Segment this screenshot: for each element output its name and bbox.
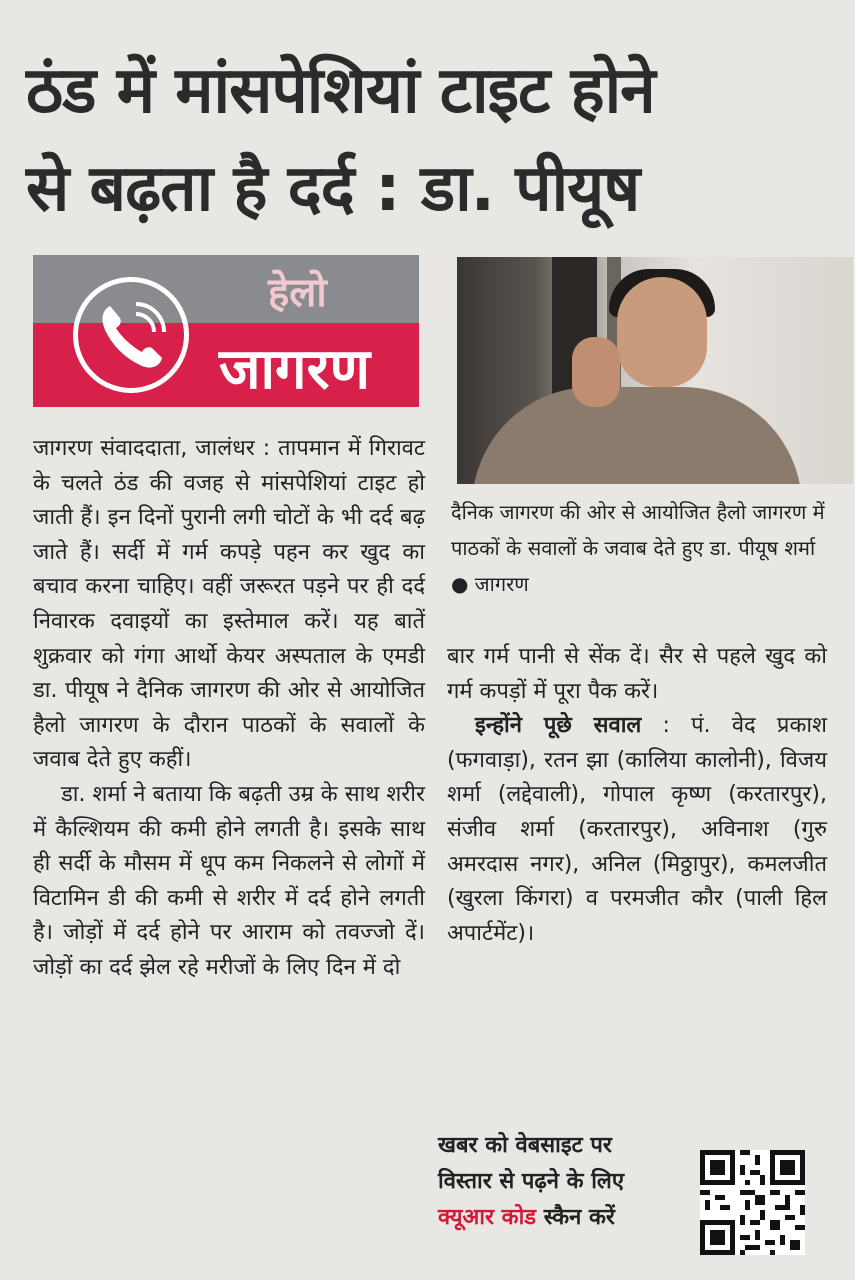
qr-code-icon[interactable] bbox=[700, 1150, 805, 1255]
logo-jagran-text: जागरण bbox=[219, 337, 370, 402]
hello-jagran-logo bbox=[33, 255, 419, 407]
qr-promo-highlight: क्यूआर कोड bbox=[438, 1205, 537, 1230]
questions-paragraph bbox=[447, 709, 827, 951]
article-column-right bbox=[447, 640, 827, 951]
headline-line-2: से बढ़ता है दर्द : डा. पीयूष bbox=[26, 152, 640, 226]
qr-promo-line-3 bbox=[438, 1200, 688, 1236]
article-column-left bbox=[33, 432, 425, 986]
photo-person-body bbox=[472, 387, 802, 484]
headline-line-1: ठंड में मांसपेशियां टाइट होने bbox=[26, 54, 655, 128]
doctor-photo bbox=[457, 257, 853, 484]
qr-promo-line-2: विस्तार से पढ़ने के लिए bbox=[438, 1169, 625, 1194]
photo-person-face bbox=[617, 277, 707, 387]
headline bbox=[26, 42, 836, 238]
qr-promo-text bbox=[438, 1128, 688, 1236]
article-paragraph-2: डा. शर्मा ने बताया कि बढ़ती उम्र के साथ शरीर में कैल्शियम की कमी होने लगती है। इसके साथ ही सर्दी के मौसम में धूप कम निकलने से लोगों में विटामिन डी की कमी से शरीर में दर्द होने लगती है। जोड़ों में दर्द होने पर आराम को तवज्जो दें। जोड़ों का दर्द झेल रहे मरीजों के लिए दिन में दो bbox=[33, 781, 425, 980]
questions-label: इन्होंने पूछे सवाल bbox=[475, 713, 642, 739]
article-paragraph-3: बार गर्म पानी से सेंक दें। सैर से पहले खुद को गर्म कपड़ों में पूरा पैक करें। bbox=[447, 644, 827, 704]
qr-promo-line-1: खबर को वेबसाइट पर bbox=[438, 1133, 612, 1158]
phone-icon bbox=[73, 277, 189, 393]
photo-caption: दैनिक जागरण की ओर से आयोजित हैलो जागरण में पाठकों के सवालों के जवाब देते हुए डा. पीयूष शर्मा ● जागरण bbox=[451, 500, 825, 596]
photo-person-hand-phone bbox=[572, 337, 620, 407]
logo-hello-text: हेलो bbox=[268, 270, 327, 316]
article-paragraph-1: जागरण संवाददाता, जालंधर : तापमान में गिरावट के चलते ठंड की वजह से मांसपेशियां टाइट हो जाती हैं। इन दिनों पुरानी लगी चोटों के भी दर्द बढ़ जाते हैं। सर्दी में गर्म कपड़े पहन कर खुद का बचाव करना चाहिए। वहीं जरूरत पड़ने पर ही दर्द निवारक दवाइयों का इस्तेमाल करें। यह बातें शुक्रवार को गंगा आर्थो केयर अस्पताल के एमडी डा. पीयूष ने दैनिक जागरण की ओर से आयोजित हैलो जागरण के दौरान पाठकों के सवालों के जवाब देते हुए कहीं। bbox=[33, 436, 425, 773]
questions-text: : पं. वेद प्रकाश (फगवाड़ा), रतन झा (कालिया कालोनी), विजय शर्मा (लद्देवाली), गोपाल कृष्ण (करतारपुर), संजीव शर्मा (करतारपुर), अविनाश (गुरु अमरदास नगर), अनिल (मिठ्ठापुर), कमलजीत (खुरला किंगरा) व परमजीत कौर (पाली हिल अपार्टमेंट)। bbox=[447, 713, 827, 946]
qr-promo-line-3-rest: स्कैन करें bbox=[536, 1205, 615, 1230]
